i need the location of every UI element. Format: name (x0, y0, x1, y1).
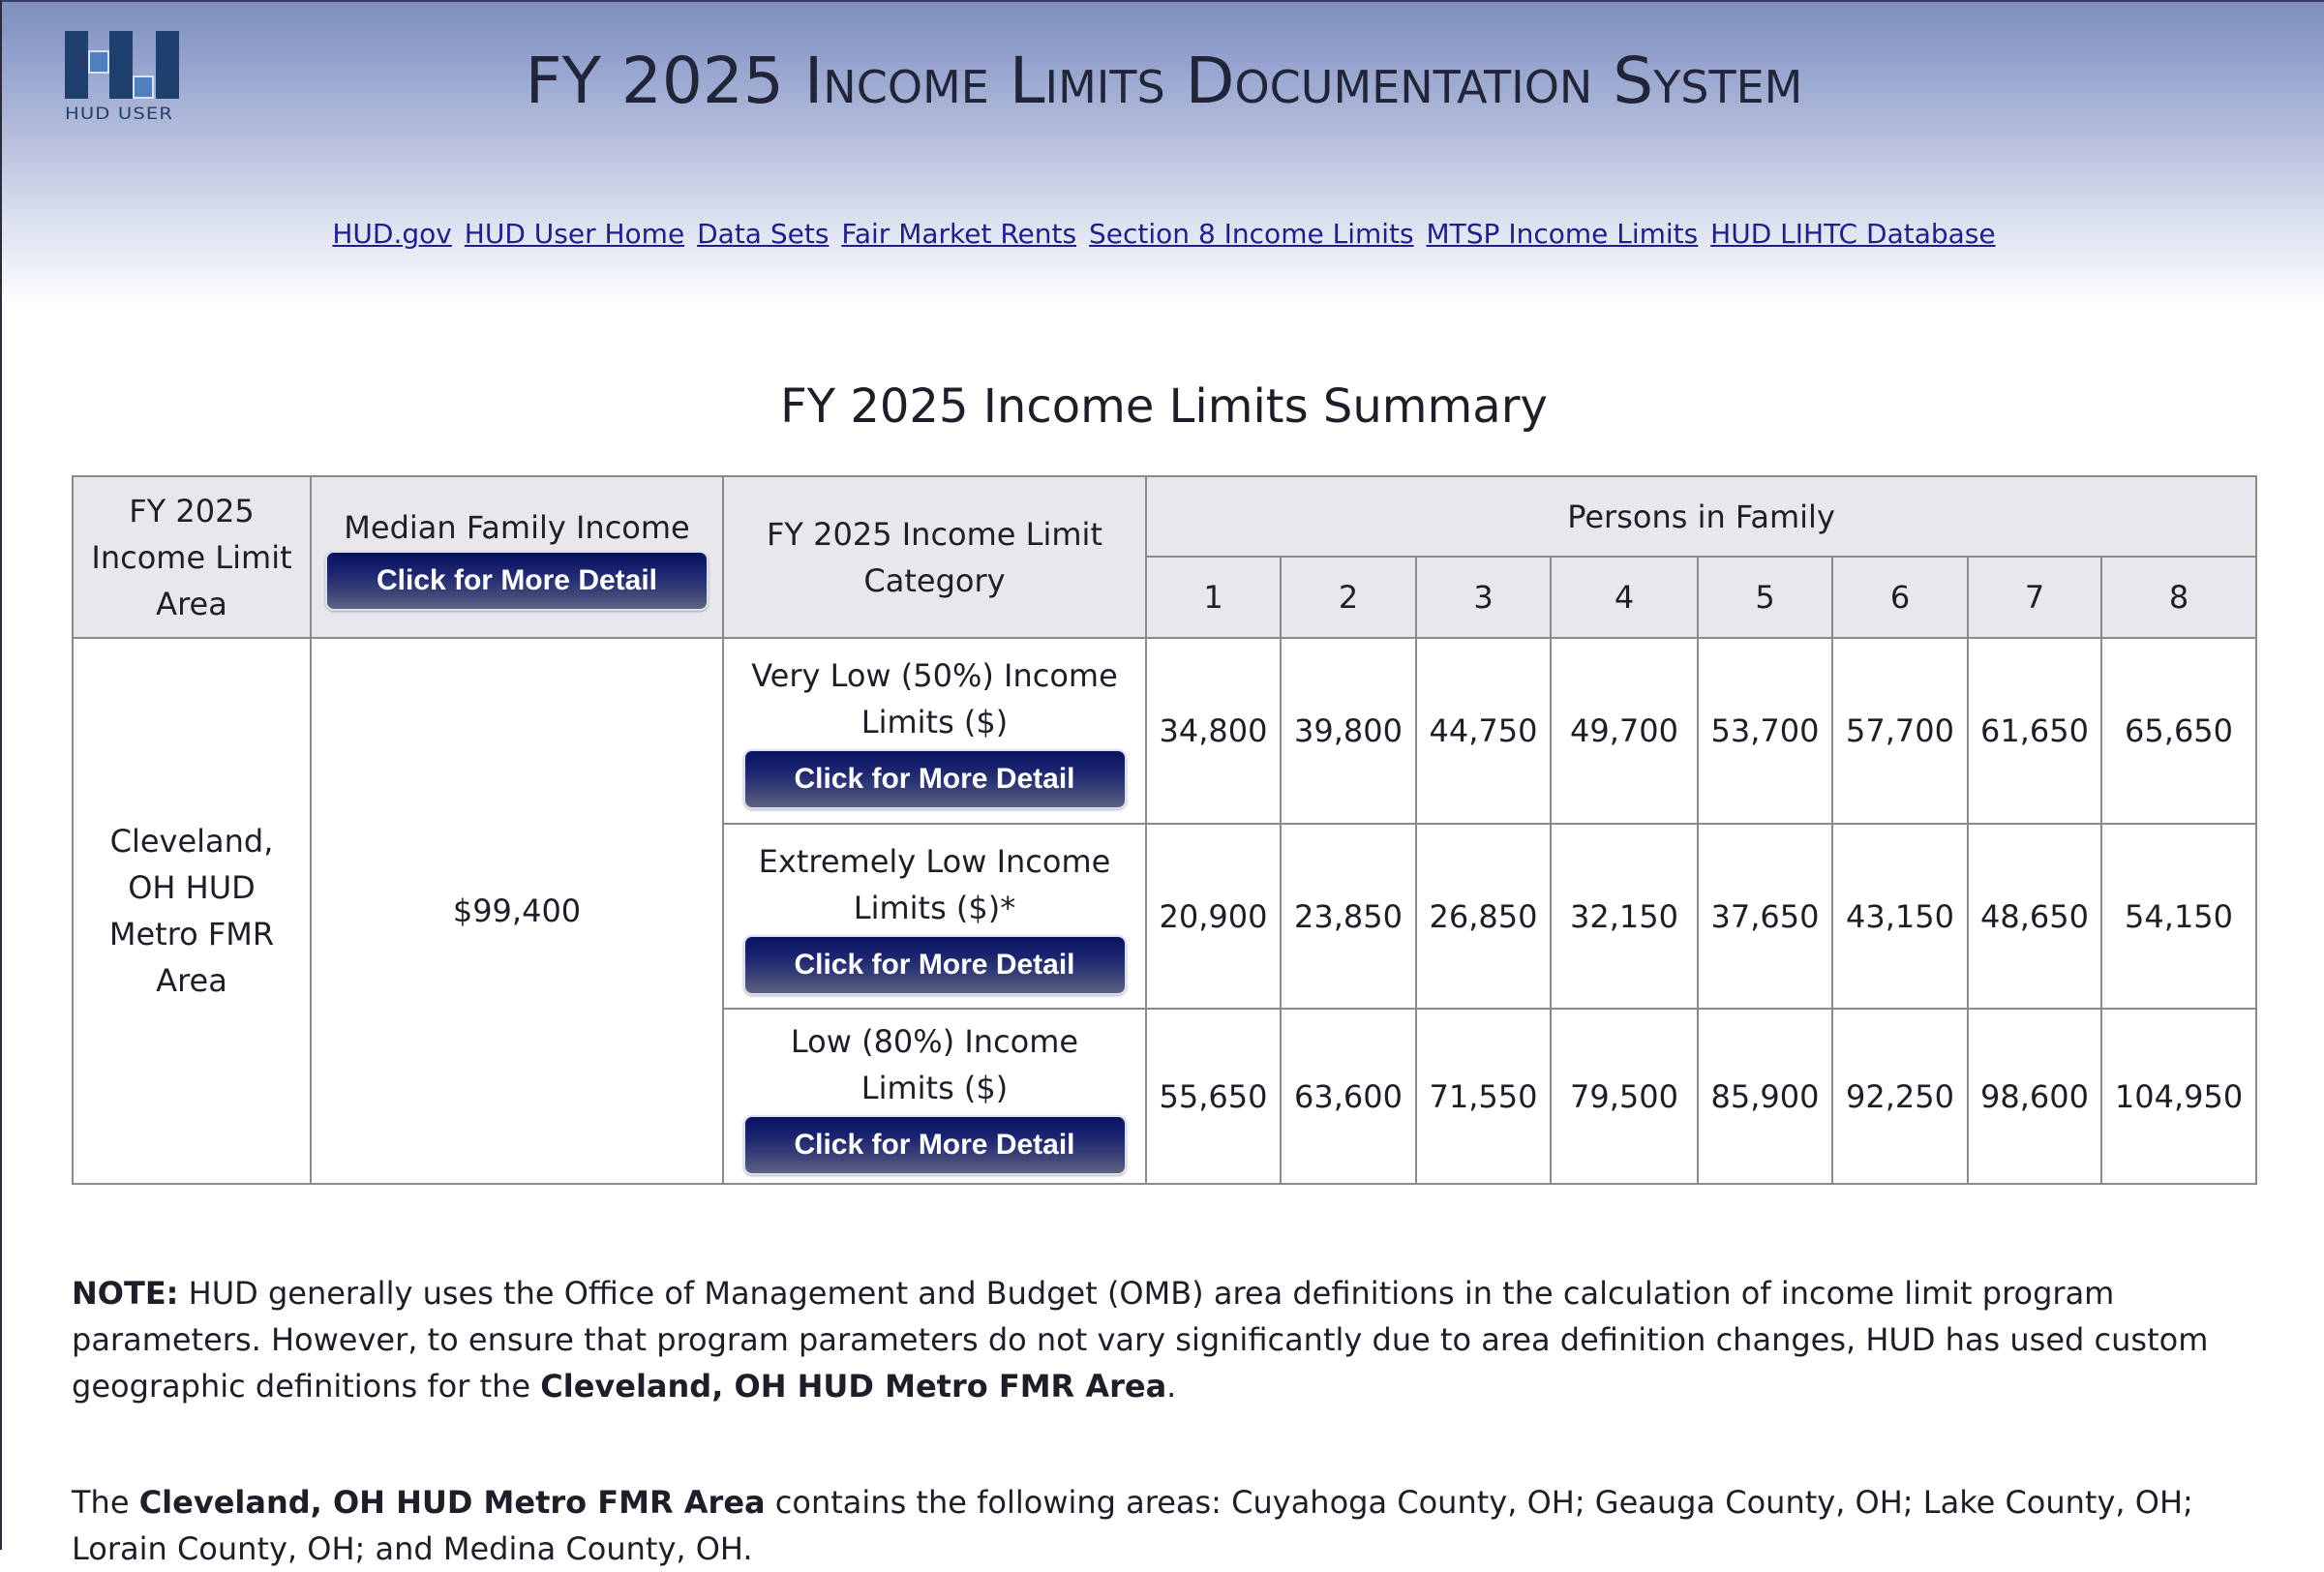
site-header (2, 2, 2324, 307)
nav-link-data-sets[interactable]: Data Sets (697, 218, 830, 250)
value-cell: 104,950 (2101, 1009, 2256, 1184)
value-cell: 55,650 (1146, 1009, 1281, 1184)
header-income-limit-area: FY 2025 Income Limit Area (73, 476, 311, 638)
note-area-name: Cleveland, OH HUD Metro FMR Area (540, 1368, 1167, 1405)
value-cell: 26,850 (1416, 824, 1551, 1009)
top-nav (2, 215, 2324, 254)
areas-text: contains the following areas: Cuyahoga County, OH; Geauga County, OH; Lake County, OH; Lorain County, OH; and Medina County, OH. (72, 1484, 2193, 1567)
value-cell: 61,650 (1968, 638, 2101, 824)
median-detail-button[interactable]: Click for More Detail (325, 551, 709, 611)
header-persons-7: 7 (1968, 557, 2101, 638)
value-cell-highlight: 49,700 (1551, 638, 1698, 824)
category-label: Very Low (50%) Income Limits ($) (751, 657, 1118, 741)
header-median-family-income (311, 476, 723, 638)
header-persons-4: 4 (1551, 557, 1698, 638)
header-persons-in-family: Persons in Family (1146, 476, 2256, 557)
nav-link-hud-user-home[interactable]: HUD User Home (464, 218, 685, 250)
area-name: Cleveland, OH HUD Metro FMR Area (108, 823, 275, 999)
site-title: FY 2025 Income Limits Documentation System (525, 44, 1803, 118)
logo-text: HUD USER (65, 105, 174, 124)
income-limits-table (72, 475, 2257, 1185)
areas-area-name: Cleveland, OH HUD Metro FMR Area (138, 1484, 766, 1521)
summary-title: FY 2025 Income Limits Summary (780, 379, 1548, 434)
value-cell: 23,850 (1281, 824, 1416, 1009)
value-cell: 92,250 (1832, 1009, 1968, 1184)
value-cell: 48,650 (1968, 824, 2101, 1009)
median-income-value: $99,400 (452, 892, 582, 929)
category-cell-extremely-low (723, 824, 1146, 1009)
header-persons-1: 1 (1146, 557, 1281, 638)
value-cell: 71,550 (1416, 1009, 1551, 1184)
category-label: Extremely Low Income Limits ($)* (758, 842, 1111, 926)
area-name-cell (73, 638, 311, 1184)
value-cell: 39,800 (1281, 638, 1416, 824)
median-income-cell (311, 638, 723, 1184)
value-cell: 20,900 (1146, 824, 1281, 1009)
value-cell: 65,650 (2101, 638, 2256, 824)
value-cell: 63,600 (1281, 1009, 1416, 1184)
category-cell-low (723, 1009, 1146, 1184)
value-cell: 98,600 (1968, 1009, 2101, 1184)
header-persons-8: 8 (2101, 557, 2256, 638)
nav-link-hud-gov[interactable]: HUD.gov (332, 218, 452, 250)
nav-link-fair-market-rents[interactable]: Fair Market Rents (841, 218, 1077, 250)
note-label: NOTE: (72, 1275, 179, 1312)
nav-link-section-8-income-limits[interactable]: Section 8 Income Limits (1089, 218, 1414, 250)
value-cell: 44,750 (1416, 638, 1551, 824)
note-text: HUD generally uses the Office of Management and Budget (OMB) area definitions in the calculation of income limit program parameters. However, to ensure that program parameters do not vary significantly due to area definition changes, HUD has used custom geographic definitions for the (72, 1275, 2209, 1405)
value-cell: 34,800 (1146, 638, 1281, 824)
value-cell: 53,700 (1698, 638, 1832, 824)
note-text-end: . (1166, 1368, 1177, 1405)
value-cell: 54,150 (2101, 824, 2256, 1009)
areas-paragraph (72, 1479, 2279, 1572)
nav-link-mtsp-income-limits[interactable]: MTSP Income Limits (1426, 218, 1699, 250)
header-persons-3: 3 (1416, 557, 1551, 638)
extremely-low-detail-button[interactable]: Click for More Detail (743, 935, 1127, 995)
value-cell-highlight: 32,150 (1551, 824, 1698, 1009)
header-persons-2: 2 (1281, 557, 1416, 638)
median-header-label: Median Family Income (344, 508, 690, 546)
table-row-very-low (73, 638, 2256, 824)
value-cell: 37,650 (1698, 824, 1832, 1009)
value-cell: 57,700 (1832, 638, 1968, 824)
very-low-detail-button[interactable]: Click for More Detail (743, 749, 1127, 809)
value-cell: 43,150 (1832, 824, 1968, 1009)
header-persons-5: 5 (1698, 557, 1832, 638)
header-income-limit-category: FY 2025 Income Limit Category (723, 476, 1146, 638)
value-cell: 85,900 (1698, 1009, 1832, 1184)
nav-link-hud-lihtc-database[interactable]: HUD LIHTC Database (1710, 218, 1996, 250)
low-detail-button[interactable]: Click for More Detail (743, 1115, 1127, 1175)
note-paragraph (72, 1270, 2279, 1409)
category-cell-very-low (723, 638, 1146, 824)
category-label: Low (80%) Income Limits ($) (790, 1022, 1079, 1106)
header-persons-6: 6 (1832, 557, 1968, 638)
areas-prefix: The (72, 1484, 139, 1521)
value-cell-highlight: 79,500 (1551, 1009, 1698, 1184)
